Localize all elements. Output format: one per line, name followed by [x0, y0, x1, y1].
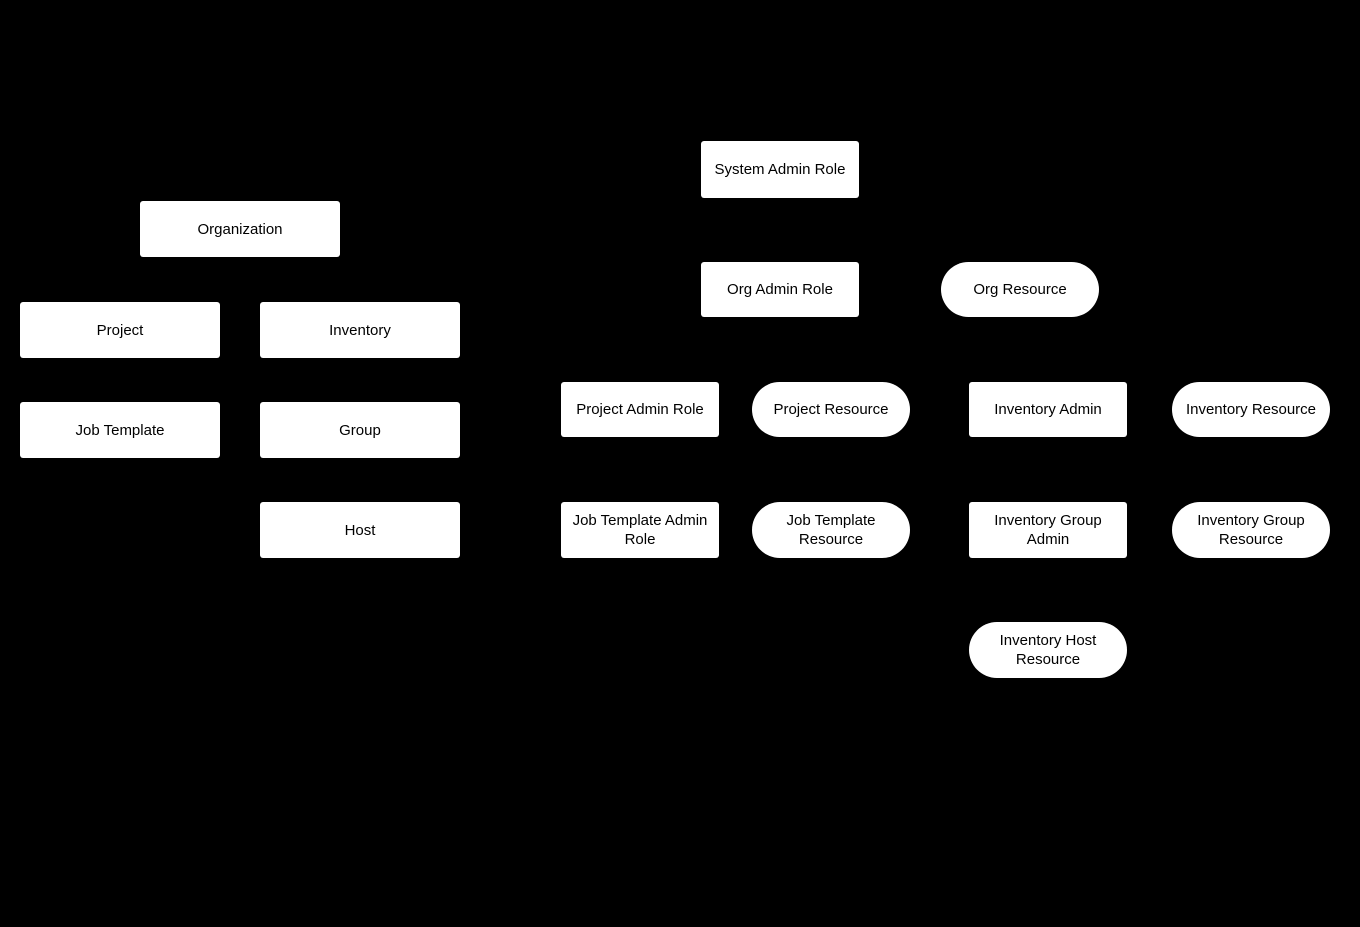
node-label: Organization [197, 220, 283, 238]
node-label: Org Admin Role [727, 281, 833, 298]
node-project [20, 302, 220, 358]
node-label: Org Resource [973, 281, 1067, 298]
node-project-admin-role [561, 382, 719, 437]
node-job-template-resource [752, 502, 910, 558]
node-inventory-host-resource [969, 622, 1127, 678]
node-label: Inventory Admin [994, 401, 1102, 418]
node-label: System Admin Role [714, 161, 846, 178]
node-label: Inventory Group Admin [994, 512, 1102, 548]
node-job-template-admin-role [561, 502, 719, 558]
node-job-template [20, 402, 220, 458]
node-inventory-admin [969, 382, 1127, 437]
node-label: Group [339, 421, 381, 439]
node-label: Inventory Resource [1185, 401, 1317, 418]
node-inventory [260, 302, 460, 358]
node-label: Inventory Host Resource [999, 632, 1097, 668]
node-org-admin-role [701, 262, 859, 317]
node-inventory-group-admin [969, 502, 1127, 558]
node-system-admin-role [701, 141, 859, 198]
node-label: Job Template Admin Role [572, 512, 708, 548]
node-label: Project Resource [773, 401, 889, 418]
node-label: Job Template [75, 421, 165, 439]
node-organization [140, 201, 340, 257]
node-org-resource [941, 262, 1099, 317]
node-label: Project [96, 321, 144, 339]
node-host [260, 502, 460, 558]
node-group [260, 402, 460, 458]
node-inventory-resource [1172, 382, 1330, 437]
node-label: Inventory Group Resource [1197, 512, 1305, 548]
node-project-resource [752, 382, 910, 437]
node-label: Inventory [329, 321, 391, 339]
node-label: Project Admin Role [576, 401, 704, 418]
node-inventory-group-resource [1172, 502, 1330, 558]
node-label: Job Template Resource [786, 512, 876, 548]
node-label: Host [344, 521, 376, 539]
